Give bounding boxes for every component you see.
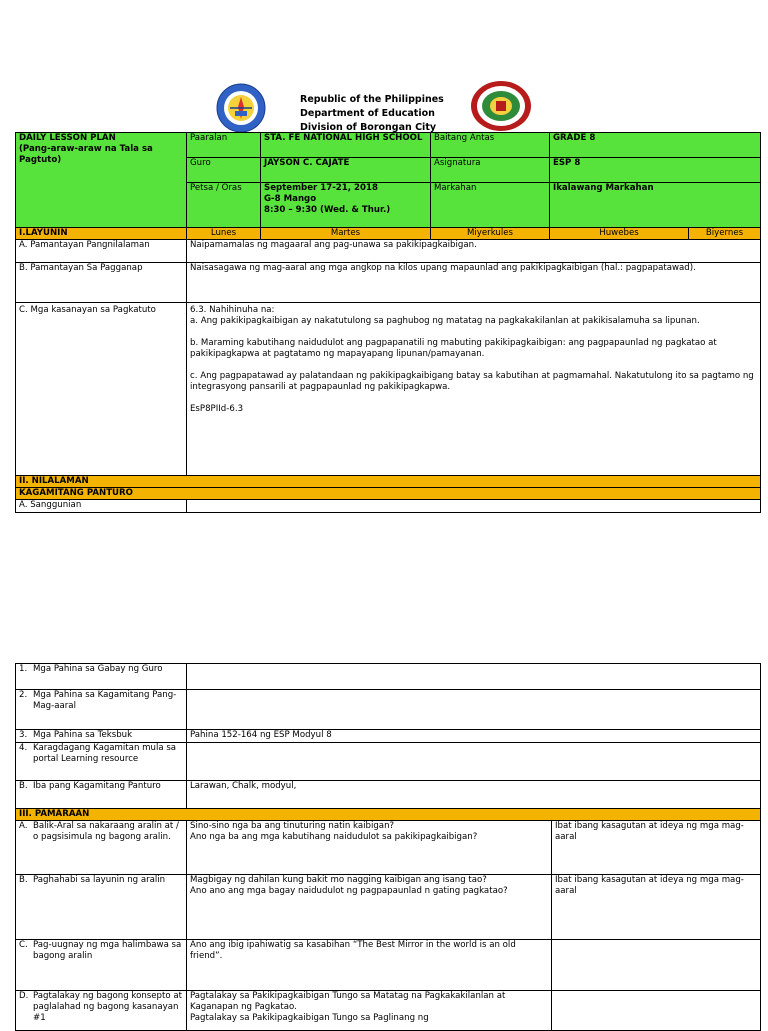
sanggunian-text <box>187 500 761 513</box>
row-number: B. <box>19 875 28 885</box>
row-number: 3. <box>19 730 28 740</box>
pamantayan-pangnilalaman-label: A. Pamantayan Pangnilalaman <box>16 240 187 263</box>
kagamitang-mag-aaral-label <box>16 690 187 730</box>
karagdagang-kagamitan-text <box>187 743 761 781</box>
kagamitang-mag-aaral-text <box>187 690 761 730</box>
day-martes: Martes <box>261 228 431 240</box>
kasanayan-label: C. Mga kasanayan sa Pagkatuto <box>16 303 187 476</box>
gabay-guro-text <box>187 664 761 690</box>
plan-title: DAILY LESSON PLAN <box>19 133 116 143</box>
row-label: Mga Pahina sa Gabay ng Guro <box>33 664 163 674</box>
kagamitan-heading: KAGAMITANG PANTURO <box>16 488 761 500</box>
row-number: 1. <box>19 664 28 674</box>
pamantayan-pangnilalaman-text: Naipamamalas ng magaaral ang pag-unawa sa pakikipagkaibigan. <box>187 240 761 263</box>
row-number: A. <box>19 821 28 831</box>
petsa-section: G-8 Mango <box>264 194 317 204</box>
row-number: 4. <box>19 743 28 753</box>
deped-seal-logo <box>216 83 266 133</box>
plan-title-cell <box>16 133 187 228</box>
row-number: 2. <box>19 690 28 700</box>
row-number: D. <box>19 991 29 1001</box>
kasanayan-item-c: c. Ang pagpapatawad ay palatandaan ng pakikipagkaibigang batay sa kabutihan at pagmamahal. Nakatutulong ito sa pagtamo ng integrasyong pansarili at pagpapaunlad ng pakikipagkapwa. <box>190 371 754 392</box>
iba-pang-kagamitan-label <box>16 781 187 809</box>
petsa-date: September 17-21, 2018 <box>264 183 378 193</box>
baitang-value: GRADE 8 <box>550 133 761 158</box>
nilalaman-heading: II. NILALAMAN <box>16 476 761 488</box>
agency-heading <box>300 93 444 135</box>
layunin-heading: I.LAYUNIN <box>16 228 187 240</box>
karagdagang-kagamitan-label <box>16 743 187 781</box>
paghahabi-text: Magbigay ng dahilan kung bakit mo nagging kaibigan ang isang tao? Ano ano ang mga bagay naidudulot ng pagpapaunlad n gating pagkatao? <box>187 875 552 940</box>
sanggunian-label: A. Sanggunian <box>16 500 187 513</box>
kasanayan-intro: 6.3. Nahihinuha na: <box>190 305 275 315</box>
asignatura-value: ESP 8 <box>550 158 761 183</box>
paghahabi-label <box>16 875 187 940</box>
guro-value: JAYSON C. CAJATE <box>261 158 431 183</box>
paghahabi-note: Ibat ibang kasagutan at ideya ng mga mag-aaral <box>552 875 761 940</box>
school-seal-logo <box>470 80 532 132</box>
row-label: Iba pang Kagamitang Panturo <box>33 781 161 791</box>
petsa-time: 8:30 – 9:30 (Wed. & Thur.) <box>264 205 391 215</box>
row-number: C. <box>19 940 28 950</box>
kasanayan-item-a: a. Ang pakikipagkaibigan ay nakatutulong sa paghubog ng matatag na pagkakakilanlan at pakikisalamuha sa lipunan. <box>190 316 700 326</box>
lesson-plan-table-continued <box>15 663 761 1031</box>
pamantayan-pagganap-label: B. Pamantayan Sa Pagganap <box>16 263 187 303</box>
row-label: Paghahabi sa layunin ng aralin <box>33 875 166 885</box>
iba-pang-kagamitan-text: Larawan, Chalk, modyul, <box>187 781 761 809</box>
pag-uugnay-text: Ano ang ibig ipahiwatig sa kasabihan “The Best Mirror in the world is an old friend”. <box>187 940 552 991</box>
row-label: Mga Pahina sa Kagamitang Pang-Mag-aaral <box>33 690 177 711</box>
lesson-plan-table <box>15 132 761 513</box>
petsa-value <box>261 183 431 228</box>
pagtalakay-text: Pagtalakay sa Pakikipagkaibigan Tungo sa Matatag na Pagkakakilanlan at Kaganapan ng Pagkatao. Pagtalakay sa Pakikipagkaibigan Tungo sa Paglinang ng <box>187 991 552 1031</box>
paaralan-label: Paaralan <box>187 133 261 158</box>
day-lunes: Lunes <box>187 228 261 240</box>
baitang-label: Baitang Antas <box>431 133 550 158</box>
balik-aral-note: Ibat ibang kasagutan at ideya ng mga mag-aaral <box>552 821 761 875</box>
day-huwebes: Huwebes <box>550 228 689 240</box>
teksbuk-text: Pahina 152-164 ng ESP Modyul 8 <box>187 730 761 743</box>
department-line: Department of Education <box>300 108 435 119</box>
asignatura-label: Asignatura <box>431 158 550 183</box>
kasanayan-code: EsP8PIId-6.3 <box>190 404 244 414</box>
markahan-label: Markahan <box>431 183 550 228</box>
row-number: B. <box>19 781 28 791</box>
markahan-value: Ikalawang Markahan <box>550 183 761 228</box>
day-biyernes: Biyernes <box>689 228 761 240</box>
balik-aral-label <box>16 821 187 875</box>
row-label: Pagtalakay ng bagong konsepto at paglalahad ng bagong kasanayan #1 <box>33 991 183 1023</box>
pagtalakay-note <box>552 991 761 1031</box>
division-line: Division of Borongan City <box>300 122 437 133</box>
row-label: Mga Pahina sa Teksbuk <box>33 730 133 740</box>
plan-subtitle: (Pang-araw-araw na Tala sa Pagtuto) <box>19 144 153 165</box>
pag-uugnay-label <box>16 940 187 991</box>
pagtalakay-label <box>16 991 187 1031</box>
day-miyerkules: Miyerkules <box>431 228 550 240</box>
row-label: Pag-uugnay ng mga halimbawa sa bagong aralin <box>33 940 182 961</box>
republic-line: Republic of the Philippines <box>300 94 444 105</box>
row-label: Karagdagang Kagamitan mula sa portal Learning resource <box>33 743 177 764</box>
pamaraan-heading: III. PAMARAAN <box>16 809 761 821</box>
paaralan-value: STA. FE NATIONAL HIGH SCHOOL <box>261 133 431 158</box>
kasanayan-text <box>187 303 761 476</box>
balik-aral-text: Sino-sino nga ba ang tinuturing natin kaibigan? Ano nga ba ang mga kabutihang naidudulot sa pakikipagkaibigan? <box>187 821 552 875</box>
petsa-label: Petsa / Oras <box>187 183 261 228</box>
gabay-guro-label <box>16 664 187 690</box>
pag-uugnay-note <box>552 940 761 991</box>
kasanayan-item-b: b. Maraming kabutihang naidudulot ang pagpapanatili ng mabuting pakikipagkaibigan: ang pagpapaunlad ng pagkatao at pakikipagkapwa at pagtatamo ng mapayapang lipunan/pamayanan. <box>190 338 717 359</box>
guro-label: Guro <box>187 158 261 183</box>
teksbuk-label <box>16 730 187 743</box>
row-label: Balik-Aral sa nakaraang aralin at / o pagsisimula ng bagong aralin. <box>33 821 179 842</box>
pamantayan-pagganap-text: Naisasagawa ng mag-aaral ang mga angkop na kilos upang mapaunlad ang pakikipagkaibigan (hal.: pagpapatawad). <box>187 263 761 303</box>
